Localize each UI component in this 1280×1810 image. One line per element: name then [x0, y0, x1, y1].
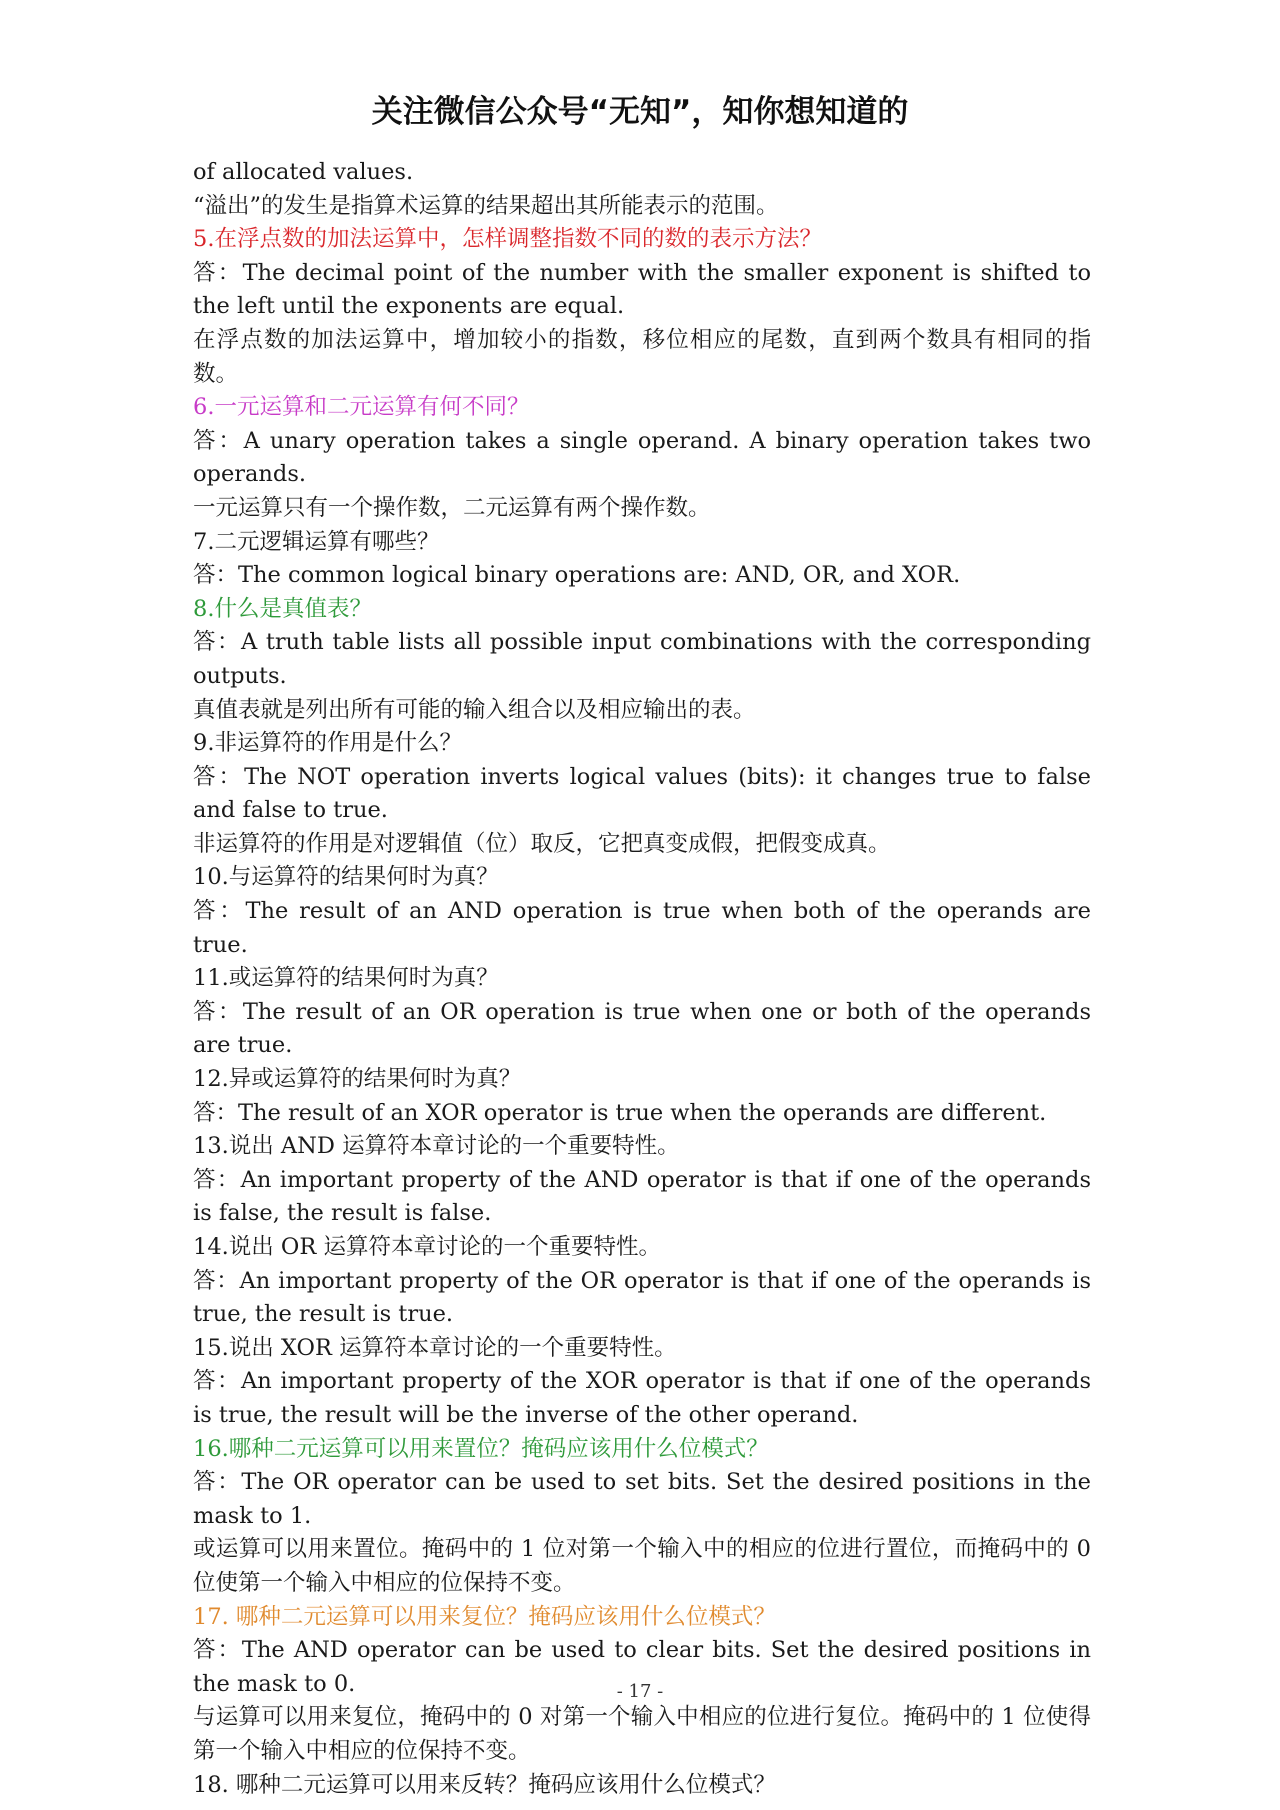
text-line: 非运算符的作用是对逻辑值（位）取反，它把真变成假，把假变成真。 [193, 830, 891, 857]
question-line: 12.异或运算符的结果何时为真？ [193, 1066, 522, 1093]
answer-line: 答：The AND operator can be used to clear bits. Set the desired positions in the mask to 0. [193, 1637, 1091, 1697]
question-line: 6.一元运算和二元运算有何不同？ [193, 394, 530, 421]
text-line: 与运算可以用来复位，掩码中的 0 对第一个输入中相应的位进行复位。掩码中的 1 位使得第一个输入中相应的位保持不变。 [193, 1704, 1091, 1764]
answer-line: 答：The NOT operation inverts logical values (bits): it changes true to false and false to true. [193, 763, 1091, 824]
question-line: 9.非运算符的作用是什么？ [193, 730, 462, 757]
text-line: “溢出”的发生是指算术运算的结果超出其所能表示的范围。 [193, 192, 779, 219]
question-line: 10.与运算符的结果何时为真？ [193, 864, 499, 891]
answer-line: 答：The result of an OR operation is true when one or both of the operands are true. [193, 998, 1091, 1059]
answer-line: 答：An important property of the XOR operator is that if one of the operands is true, the result will be the inverse of the other operand. [193, 1368, 1091, 1428]
page-header-title: 关注微信公众号“无知”，知你想知道的 [371, 94, 909, 130]
answer-line: 答：A truth table lists all possible input combinations with the corresponding outputs. [193, 629, 1091, 689]
text-line: 一元运算只有一个操作数，二元运算有两个操作数。 [193, 494, 711, 521]
question-line: 15.说出 XOR 运算符本章讨论的一个重要特性。 [193, 1334, 677, 1361]
answer-line: 答：The result of an AND operation is true when both of the operands are true. [193, 898, 1091, 958]
question-line: 7.二元逻辑运算有哪些？ [193, 528, 440, 555]
question-line: 5.在浮点数的加法运算中，怎样调整指数不同的数的表示方法？ [193, 226, 822, 253]
page-number: - 17 - [616, 1681, 664, 1702]
answer-line: 答：An important property of the AND operator is that if one of the operands is false, the result is false. [193, 1166, 1091, 1227]
document-body [193, 156, 1091, 1802]
question-line: 14.说出 OR 运算符本章讨论的一个重要特性。 [193, 1234, 661, 1260]
text-line: 真值表就是列出所有可能的输入组合以及相应输出的表。 [193, 696, 756, 723]
text-line: 在浮点数的加法运算中，增加较小的指数，移位相应的尾数，直到两个数具有相同的指数。 [193, 326, 1091, 387]
answer-line: 答：An important property of the OR operator is that if one of the operands is true, the result is true. [193, 1267, 1091, 1328]
answer-line: 答：A unary operation takes a single operand. A binary operation takes two operands. [193, 427, 1091, 488]
question-line: 8.什么是真值表？ [193, 595, 372, 622]
text-line: 或运算可以用来置位。掩码中的 1 位对第一个输入中的相应的位进行置位，而掩码中的 0 位使第一个输入中相应的位保持不变。 [193, 1536, 1091, 1596]
question-line: 11.或运算符的结果何时为真？ [193, 965, 499, 992]
question-line: 17. 哪种二元运算可以用来复位？掩码应该用什么位模式？ [193, 1603, 776, 1630]
answer-line: 答：The result of an XOR operator is true when the operands are different. [193, 1099, 1047, 1126]
answer-line: 答：The decimal point of the number with the smaller exponent is shifted to the left until the exponents are equal. [193, 259, 1091, 320]
answer-line: 答：The common logical binary operations are: AND, OR, and XOR. [193, 562, 961, 589]
question-line: 13.说出 AND 运算符本章讨论的一个重要特性。 [193, 1133, 680, 1160]
question-line: 16.哪种二元运算可以用来置位？掩码应该用什么位模式？ [193, 1435, 769, 1462]
text-line: of allocated values. [193, 159, 414, 185]
answer-line: 答：The OR operator can be used to set bits. Set the desired positions in the mask to 1. [193, 1469, 1091, 1529]
question-line: 18. 哪种二元运算可以用来反转？掩码应该用什么位模式？ [193, 1771, 776, 1798]
